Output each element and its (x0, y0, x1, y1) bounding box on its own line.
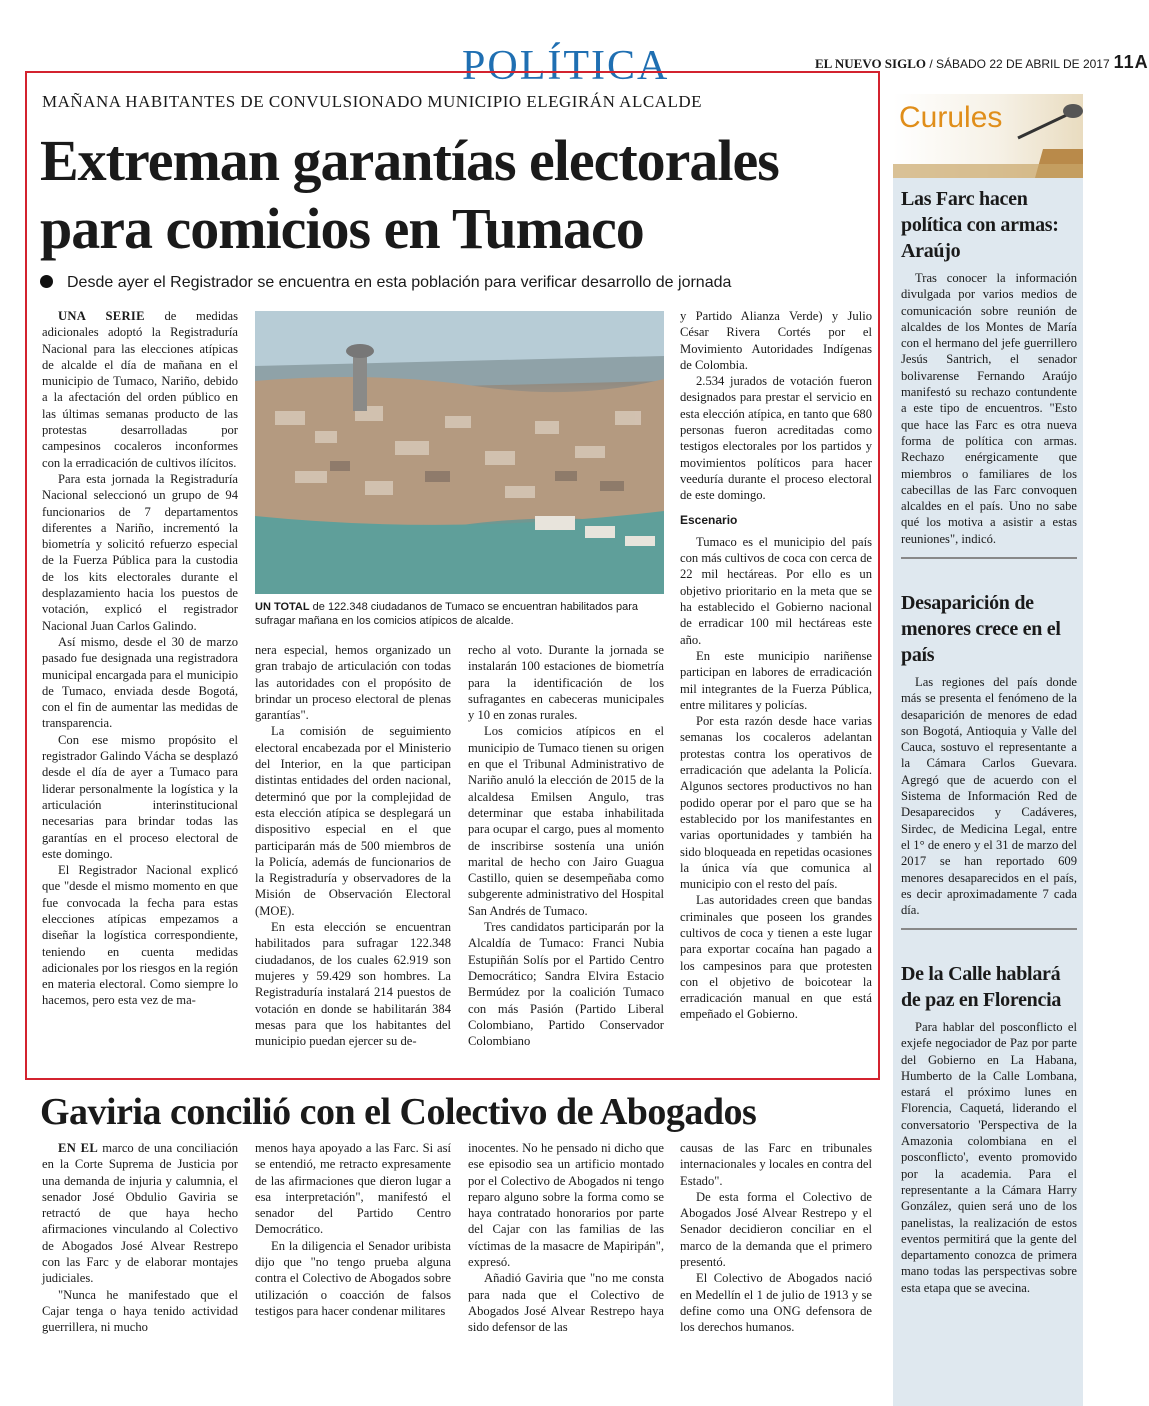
lead-in: UNA SERIE (58, 309, 145, 323)
paragraph: menos haya apoyado a las Farc. Si así se entendió, me retracto expresamente de las afirmaciones que dieron lugar a esa interpretación", manifestó el senador del Partido Centro Democrático. (255, 1141, 451, 1237)
paragraph: La comisión de seguimiento electoral encabezada por el Ministerio del Interior, en la que participan distintas entidades del orden nacional, determinó que por la complejidad de esta elección atípica se desplegará un dispositivo especial en el que participarán más de 500 miembros de la Policía, además de funcionarios de la Registraduría y observadores de la Misión de Observación Electoral (MOE). (255, 724, 451, 918)
paragraph: Con ese mismo propósito el registrador Galindo Vácha se desplazó desde el día de ayer a Tumaco para liderar personalmente la logística y la articulación interinstitucional necesarias para brindar todas las garantías en el proceso electoral de este domingo. (42, 732, 238, 861)
second-col-4 (680, 1140, 872, 1336)
sidebar-item-menores (901, 590, 1077, 930)
sidebar-item-delacalle (901, 961, 1077, 1296)
paragraph: Tumaco es el municipio del país con más cultivos de coca con cerca de 22 mil hectáreas. Por ello es un objetivo prioritario en la meta que se ha establecido el Gobierno nacional de erradicar 100 mil hectáreas este año. (680, 534, 872, 647)
paragraph: En este municipio nariñense participan en labores de erradicación mil integrantes de la Fuerza Pública, entre militares y policías. (680, 648, 872, 712)
main-col-1 (42, 308, 238, 1009)
subheadline-text: Desde ayer el Registrador se encuentra en esta población para verificar desarrollo de jornada (67, 274, 732, 291)
paragraph: Añadió Gaviria que "no me consta para nada que el Colectivo de Abogados José Alvear Restrepo haya sido defensor de las (468, 1271, 664, 1335)
tumaco-aerial-photo (255, 311, 664, 594)
lead-in: EN EL (58, 1141, 99, 1155)
second-headline: Gaviria concilió con el Colectivo de Abogados (40, 1091, 757, 1133)
sidebar-item-head: De la Calle hablará de paz en Florencia (901, 963, 1062, 1011)
bullet-icon (40, 275, 53, 288)
paragraph: Por esta razón desde hace varias semanas los cocaleros adelantan protestas contra los operativos de erradicación que adelanta la Policía. Algunos sectores productivos no han podido operar por el paro que se ha establecido por los manifestantes en varias oportunidades y también ha sido bloqueada en repetidas ocasiones la única vía que comunica al municipio con el resto del país. (680, 714, 872, 892)
paragraph: En la diligencia el Senador uribista dijo que "no tengo prueba alguna contra el Colectivo de Abogados sobre utilización o coacción de falsos testigos para hacer condenar militares (255, 1238, 451, 1318)
paragraph: Los comicios atípicos en el municipio de Tumaco tienen su origen en que el Tribunal Administrativo de Nariño anuló la elección de 2015 de la alcaldesa Emilsen Angulo, tras determinar que estaba inhabilitada para ocupar el cargo, pues al momento de inscribirse sostenía una unión marital de hecho con Jairo Guagua Castillo, quien se desempeñaba como subgerente administrativo del Hospital San Andrés de Tumaco. (468, 724, 664, 918)
paragraph: nera especial, hemos organizado un gran trabajo de articulación con todas las autoridades con el propósito de brindar un proceso electoral de plenas garantías". (255, 643, 451, 723)
paragraph: El Registrador Nacional explicó que "desde el mismo momento en que fue convocada la fecha para estas elecciones atípicas empezamos a diseñar la logística correspondiente, teniendo en cuenta medidas adicionales por los riesgos en la región en materia electoral. Como siempre lo hacemos, pero esta vez de ma- (42, 863, 238, 1008)
sidebar-item-body: Tras conocer la información divulgada por varios medios de comunicación sobre reunión de alcaldes de los Montes de María con el hermano del jefe guerrillero Jesús Santrich, el senador bolivarense Fernando Araújo manifestó su rechazo contundente a este tipo de encuentros. "Esto que hace las Farc es otra nueva forma de política con armas. Rechazo enérgicamente que miembros o familiares de los cabecillas de las Farc convoquen alcaldes en el país. Uno no sabe qué los motiva a asistir a estas reuniones", indicó. (901, 271, 1077, 546)
paragraph-text: de medidas adicionales adoptó la Registraduría Nacional para las elecciones atípicas de alcalde el día de mañana en el municipio de Tumaco, Nariño, debido a la afectación del orden público en las últimas semanas producto de las protestas desarrolladas por campesinos cocaleros inconformes con la erradicación de cultivos ilícitos. (42, 309, 238, 470)
photo-illustration (255, 311, 664, 594)
paragraph: "Nunca he manifestado que el Cajar tenga o haya tenido actividad guerrillera, ni mucho (42, 1287, 238, 1335)
main-col-3 (468, 642, 664, 1049)
kicker: MAÑANA HABITANTES DE CONVULSIONADO MUNICIPIO ELEGIRÁN ALCALDE (42, 92, 702, 111)
paragraph-text: marco de una conciliación en la Corte Suprema de Justicia por una demanda de injuria y calumnia, el senador José Obdulio Gaviria se retractó de que haya hecho afirmaciones vinculando al Colectivo de Abogados José Alvear Restrepo con las Farc y de elaborar montajes judiciales. (42, 1141, 239, 1286)
paragraph (42, 308, 238, 471)
photo-caption (255, 600, 664, 628)
dateline (815, 52, 1149, 73)
paragraph: Tres candidatos participarán por la Alcaldía de Tumaco: Franci Nubia Estupiñán Solís por el Partido Centro Democrático; Sandra Elvira Estacio Bermúdez por la coalición Tumaco con más Pasión (Partido Liberal Colombiano, Partido Conservador Colombiano (468, 920, 664, 1049)
second-col-3 (468, 1140, 664, 1336)
sidebar-item-body: Para hablar del posconflicto el exjefe negociador de Paz por parte del Gobierno en La Habana, Humberto de la Calle Lombana, estará el próximo lunes en Florencia, Caquetá, liderando el conversatorio 'Perspectiva de la Amazonia colombiana en el posconflicto', evento promovido por la academia. Para el representante a la Cámara Harry González, quien será uno de los panelistas, la realización de estos eventos permitirá que la gente del departamento conozca de primera mano todas las perspectivas sobre esta etapa que se avecina. (901, 1020, 1077, 1295)
page-number: 11A (1113, 52, 1149, 72)
second-col-2 (255, 1140, 451, 1319)
paragraph: inocentes. No he pensado ni dicho que ese episodio sea un artificio montado por el Colectivo de Abogados ni tengo reparo alguno sobre la forma como se haya contratado honorarios por parte del Cajar con las familias de las víctimas de la masacre de Mapiripán", expresó. (468, 1141, 664, 1270)
main-col-2 (255, 642, 451, 1049)
issue-date: / SÁBADO 22 DE ABRIL DE 2017 (926, 57, 1110, 71)
paragraph (42, 1140, 238, 1287)
paragraph: Las autoridades creen que bandas criminales que poseen los grandes cultivos de coca y tienen a este lugar para exportar cocaína han pagado a los campesinos para que protesten con el objetivo de boicotear la erradicación manual en que está empeñado el Gobierno. (680, 893, 872, 1022)
sidebar-item-head: Las Farc hacen política con armas: Araújo (901, 188, 1059, 262)
paragraph: En esta elección se encuentran habilitados para sufragar 122.348 ciudadanos, de los cuales 62.919 son mujeres y 59.429 son hombres. La Registraduría instalará 214 puestos de votación en donde se habilitarán 384 mesas para que los habitantes del municipio puedan ejercer su de- (255, 920, 451, 1049)
sidebar-item-head: Desaparición de menores crece en el país (901, 592, 1061, 666)
caption-lead: UN TOTAL (255, 601, 310, 613)
paragraph: De esta forma el Colectivo de Abogados José Alvear Restrepo y el Senador decidieron conciliar en el marco de la demanda que el primero presentó. (680, 1189, 872, 1270)
second-col-1 (42, 1140, 238, 1336)
caption-text: de 122.348 ciudadanos de Tumaco se encuentran habilitados para sufragar mañana en los comicios atípicos de alcalde. (255, 601, 638, 627)
paragraph: 2.534 jurados de votación fueron designados para prestar el servicio en esta elección atípica, en tanto que 680 personas fueron acreditadas como testigos electorales por los partidos y movimientos políticos para hacer veeduría durante el proceso electoral de este domingo. (680, 374, 872, 503)
paragraph: recho al voto. Durante la jornada se instalarán 100 estaciones de biometría para la identificación de los sufragantes en cabeceras municipales y 10 en zonas rurales. (468, 643, 664, 723)
section-title: POLÍTICA (462, 43, 670, 89)
divider (901, 557, 1077, 559)
divider (901, 928, 1077, 930)
sidebar-item-farc (901, 186, 1077, 559)
paragraph: y Partido Alianza Verde) y Julio César Rivera Cortés por el Movimiento Autoridades Indígenas de Colombia. (680, 309, 872, 372)
paper-name: EL NUEVO SIGLO (815, 56, 926, 71)
subheadline (40, 274, 880, 292)
paragraph: Así mismo, desde el 30 de marzo pasado fue designada una registradora municipal encargada para el municipio de Tumaco, enviada desde Bogotá, con el fin de aumentar las medidas de transparencia. (42, 634, 238, 731)
paragraph: Para esta jornada la Registraduría Nacional seleccionó un grupo de 94 funcionarios de 7 departamentos diferentes a Nariño, incrementó la biometría y solicitó refuerzo especial de la Fuerza Pública para la custodia de los kits electorales durante el desplazamiento hacia los puestos de votación, explicó el registrador Nacional Juan Carlos Galindo. (42, 471, 238, 633)
main-headline: Extreman garantías electorales para comicios en Tumaco (40, 128, 779, 261)
subheading: Escenario (680, 512, 738, 527)
paragraph: causas de las Farc en tribunales internacionales y locales en contra del Estado". (680, 1141, 872, 1188)
sidebar-item-body: Las regiones del país donde más se presenta el fenómeno de la desaparición de menores de edad son Bogotá, Antioquia y Valle del Cauca, sostuvo el representante a la Cámara Carlos Guevara. Agregó que de acuerdo con el Sistema de Información Red de Desaparecidos y Cadáveres, Sirdec, de Medicina Legal, entre el 1° de enero y el 31 de marzo del 2017 se han reportado 609 menores desaparecidos en el país, es decir aproximadamente 7 cada día. (901, 675, 1077, 918)
curules-title: Curules (899, 101, 1003, 134)
paragraph: El Colectivo de Abogados nació en Medellín el 1 de julio de 1913 y se define como una ONG defensora de los derechos humanos. (680, 1271, 872, 1335)
main-col-4 (680, 308, 872, 1023)
